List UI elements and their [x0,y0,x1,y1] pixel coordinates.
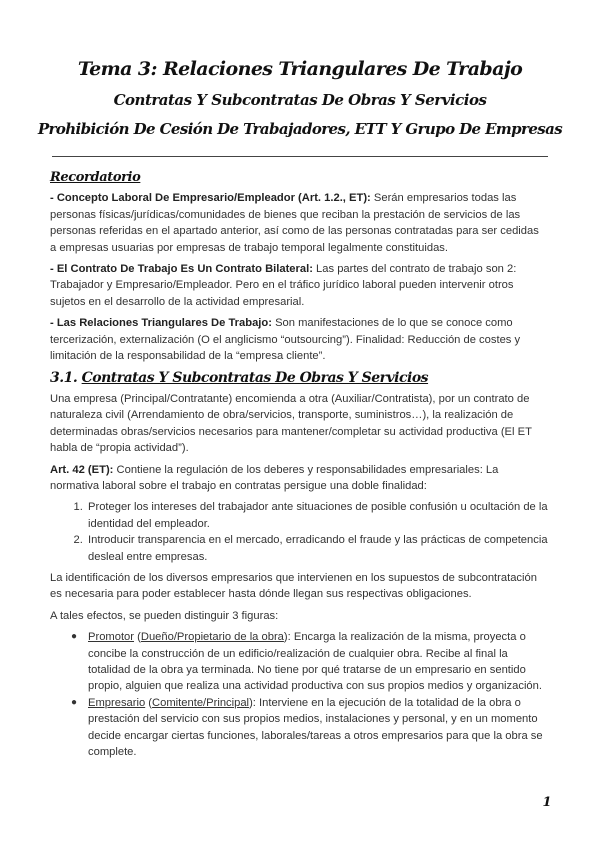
title-block [0,56,600,139]
recordatorio-item-term: - El Contrato De Trabajo Es Un Contrato Bilateral: [50,263,313,276]
figure-alias: Comitente/Principal [152,696,250,709]
horizontal-divider [52,156,548,157]
recordatorio-item-term: - Las Relaciones Triangulares De Trabajo: [50,317,272,330]
art-42-label: Art. 42 (ET): [50,463,114,476]
page-title: Tema 3: Relaciones Triangulares De Trabajo [77,58,523,80]
figure-term: Promotor [88,631,135,644]
section-intro: Una empresa (Principal/Contratante) encomienda a otra (Auxiliar/Contratista), por un contrato de naturaleza civil (Arrendamiento de obra/servicios, transporte, suministros…), la realización de determinadas obras/servicios necesarios para mantener/completar su actividad productiva (El ET habla de “propia actividad”). [50,392,532,455]
section-number: 3.1. [50,370,78,387]
list-item: 1. Proteger los intereses del trabajador ante situaciones de posible confusión u ocultación de la identidad del empleador. [86,499,548,532]
section-title: Contratas Y Subcontratas De Obras Y Servicios [81,370,429,387]
bullet-icon: ● [71,631,78,643]
figure-alias: Dueño/Propietario de la obra [140,631,284,644]
list-item: ● Empresario (Comitente/Principal): Interviene en la ejecución de la totalidad de la obra o prestación del servicio con sus propios medios, instalaciones y personal, y en un momento decide encargar ciertas funciones, laborales/tareas a otros empresarios para que la obra se complete. [71,696,543,758]
document-body [50,170,548,760]
figure-description: : Encarga la realización de la misma, proyecta o concibe la construcción de un edificio/realización de cualquier obra. Recibe al final la totalidad de la obra ya terminada. No tiene por qué tratarse de un empresario en sentido propio, alguien que realiza una actividad productiva con sus propios medios y organización. [88,631,542,693]
section-3-1-heading [50,370,548,386]
recordatorio-heading: Recordatorio [50,170,141,185]
aims-list [50,499,548,565]
identification-paragraph: La identificación de los diversos empresarios que intervienen en los supuestos de subcontratación es necesaria para poder establecer hasta dónde llegan sus respectivas obligaciones. [50,571,537,601]
recordatorio-item [50,261,548,310]
recordatorio-item-term: - Concepto Laboral De Empresario/Empleador (Art. 1.2., ET): [50,192,371,205]
page-number: 1 [542,795,552,810]
recordatorio-item-text: Las partes del contrato de trabajo son 2: Trabajador y Empresario/Empleador. Pero en el tráfico jurídico laboral pueden intervenir otros sujetos en el desarrollo de la actividad empresarial. [50,263,517,308]
list-item: 2. Introducir transparencia en el mercado, erradicando el fraude y las prácticas de competencia desleal entre empresas. [86,532,548,565]
figures-intro: A tales efectos, se pueden distinguir 3 figuras: [50,609,279,622]
list-item: ● Promotor (Dueño/Propietario de la obra): Encarga la realización de la misma, proyecta o concibe la construcción de un edificio/realización de cualquier obra. Recibe al final la totalidad de la obra ya terminada. No tiene por qué tratarse de un empresario en sentido propio, alguien que realiza una actividad productiva con sus propios medios y organización. [71,631,542,693]
recordatorio-item [50,315,548,364]
art-42-paragraph [50,462,548,495]
art-42-text: Contiene la regulación de los deberes y responsabilidades empresariales: La normativa laboral sobre el trabajo en contratas persigue una doble finalidad: [50,463,499,492]
recordatorio-item-text: Serán empresarios todas las personas físicas/jurídicas/comunidades de bienes que reciban la prestación de servicios de las personas referidas en el apartado anterior, así como de las personas contratadas para ser cedidas a empresas usuarias por empresas de trabajo temporal legalmente constituidas. [50,192,539,254]
figure-term: Empresario [88,696,146,709]
figures-list [50,629,548,760]
recordatorio-item-text: Son manifestaciones de lo que se conoce como tercerización, externalización (O el anglicismo “outsourcing”). Finalidad: Reducción de costes y limitación de la responsabilidad de la “empresa cliente”. [50,317,521,363]
recordatorio-item [50,190,548,256]
figure-description: : Interviene en la ejecución de la totalidad de la obra o prestación del servicio con sus propios medios, instalaciones y personal, y en un momento decide encargar ciertas funciones, laborales/tareas a otros empresarios para que la obra se complete. [88,696,543,758]
page-subtitle-2: Prohibición De Cesión De Trabajadores, ETT Y Grupo De Empresas [37,120,563,138]
page-subtitle-1: Contratas Y Subcontratas De Obras Y Servicios [113,91,487,109]
bullet-icon: ● [71,696,78,708]
